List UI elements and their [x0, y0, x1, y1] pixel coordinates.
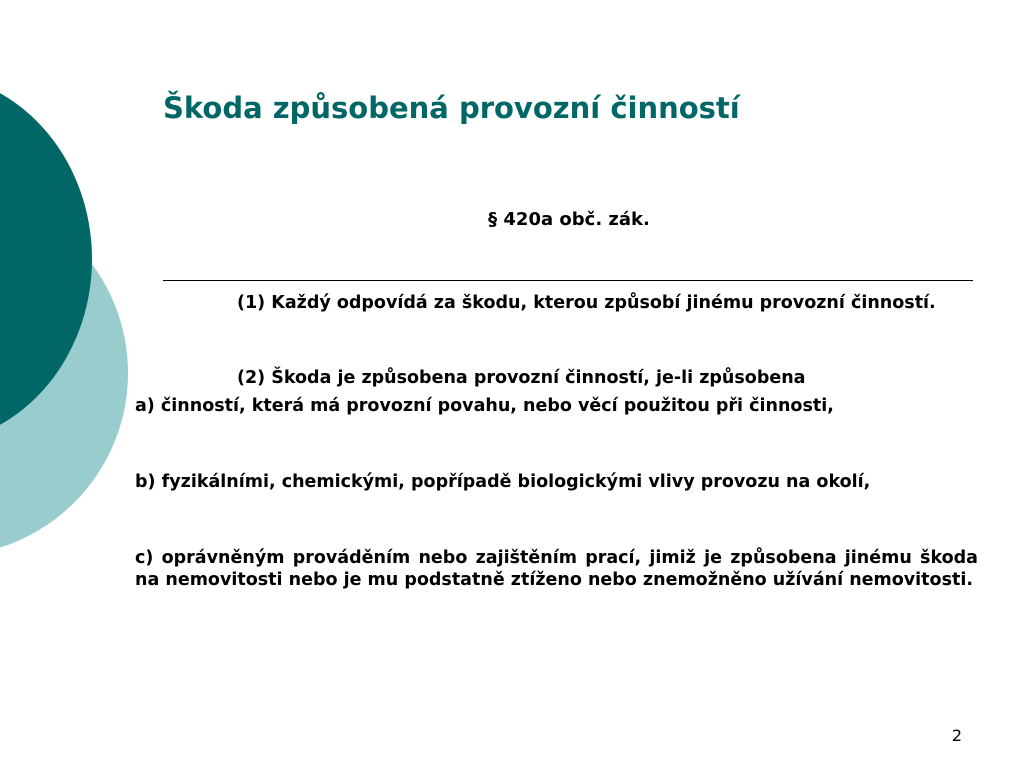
paragraph-item-a: a) činností, která má provozní povahu, nebo věcí použitou při činnosti,	[135, 396, 834, 416]
page-number: 2	[951, 726, 963, 745]
paragraph-2: (2) Škoda je způsobena provozní činností, je-li způsobena	[237, 368, 806, 388]
paragraph-item-c: c) oprávněným prováděním nebo zajištěním prací, jimiž je způsobena jinému škoda na nemovitosti nebo je mu podstatně ztíženo nebo znemožněno užívání nemovitosti.	[135, 548, 978, 590]
paragraph-item-b: b) fyzikálními, chemickými, popřípadě biologickými vlivy provozu na okolí,	[135, 472, 871, 492]
slide-title: Škoda způsobená provozní činností	[163, 91, 740, 125]
horizontal-rule	[163, 280, 973, 281]
paragraph-1: (1) Každý odpovídá za škodu, kterou způsobí jinému provozní činností.	[237, 293, 936, 313]
law-section-heading: § 420a obč. zák.	[488, 209, 650, 230]
